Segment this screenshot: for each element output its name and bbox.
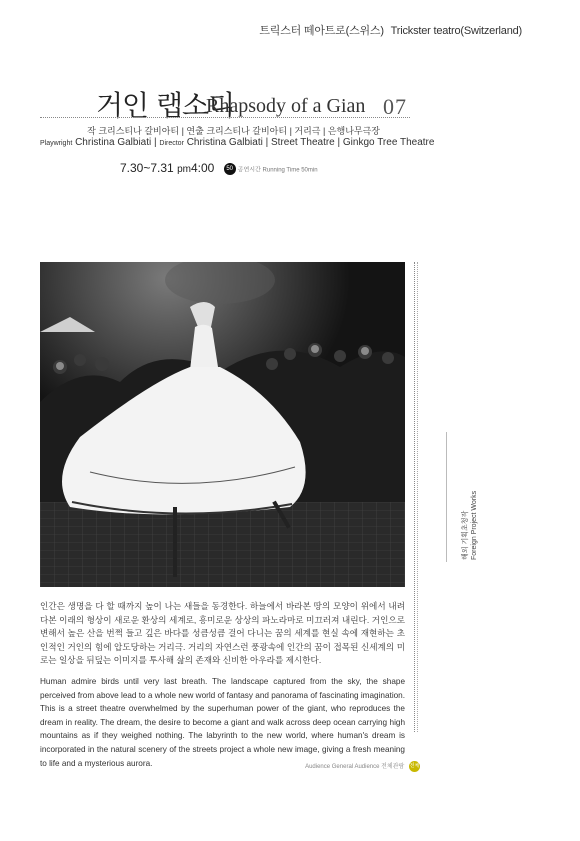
dotted-divider (414, 262, 415, 732)
audience-text: Audience General Audience 전체관람 (305, 764, 405, 771)
section-label-ko: 해외 기획초청작 (462, 510, 469, 560)
title-divider (40, 117, 410, 118)
performance-dates: 7.30~7.31 (120, 161, 174, 175)
section-label (446, 432, 487, 562)
director-label: Director (159, 140, 184, 147)
performance-time: 4:00 (190, 161, 215, 175)
schedule (120, 161, 318, 175)
playwright-name: Christina Galbiati (75, 137, 152, 148)
audience-badge: 전체 (409, 761, 420, 772)
section-label-text (461, 430, 479, 560)
title-korean: 거인 랩소디 (96, 89, 235, 122)
page-header (255, 22, 522, 38)
program-number: 07 (383, 94, 407, 119)
venue: Ginkgo Tree Theatre (342, 137, 435, 148)
dotted-divider-secondary (417, 262, 418, 732)
section-label-en: Foreign Project Works (471, 490, 478, 560)
company-name-ko: 트릭스터 떼아트로(스위스) (259, 25, 384, 37)
credits-korean: 작 크리스티나 갈비아티 | 연출 크리스티나 갈비아티 | 거리극 | 은행나무극장 (87, 126, 380, 136)
runtime-badge: 50 (224, 163, 236, 175)
company-name-en: Trickster teatro(Switzerland) (390, 25, 522, 37)
credits-english: Playwright Christina Galbiati | Director Christina Galbiati | Street Theatre | Ginkgo Tree Theatre (40, 137, 435, 148)
synopsis-korean: 인간은 생명을 다 할 때까지 높이 나는 새들을 동경한다. 하늘에서 바라본 땅의 모양이 위에서 내려다본 이래의 형상이 새로운 환상의 세계로, 흥미로운 상상의 파노라마로 미끄러져 내린다. 거인으로 변해서 높은 산을 번쩍 들고 깊은 바다를 성큼성큼 걸어 다니는 꿈의 세계를 현실 속에 재현하는 초인적인 거인의 힘에 압도당하는 거리극. 거리의 자연스런 풍광속에 인간의 꿈이 접목된 신세계의 미로는 일상을 뒤덮는 이미지를 투사해 삶의 존재와 신비한 아우라를 제시한다. (40, 601, 405, 665)
pm-label: pm (177, 164, 191, 175)
runtime-text: 공연시간 Running Time 50min (237, 167, 318, 174)
title-block (40, 82, 410, 122)
synopsis-english: Human admire birds until very last breath. The landscape captured from the sky, the shape perceived from above lead to a whole new world of fantasy and panorama of fascinating imagination. This is a street theatre overwhelmed by the superhuman power of the giant, who reproduces the dream in reality. The dream, the desire to become a giant and walk across deep ocean carrying high mountains as if they weighed nothing. The labyrinth to the new world, where human's dream is incorporated in the natural scenery of the streets project a whole new image, giving a fresh meaning to life and a mysterious aurora. (40, 677, 406, 768)
genre: Street Theatre (271, 137, 335, 148)
playwright-label: Playwright (40, 140, 73, 147)
performance-photo (40, 262, 405, 587)
title-english: Rhapsody of a Gian (206, 95, 366, 117)
audience-footer (305, 761, 420, 772)
director-name: Christina Galbiati (186, 137, 263, 148)
